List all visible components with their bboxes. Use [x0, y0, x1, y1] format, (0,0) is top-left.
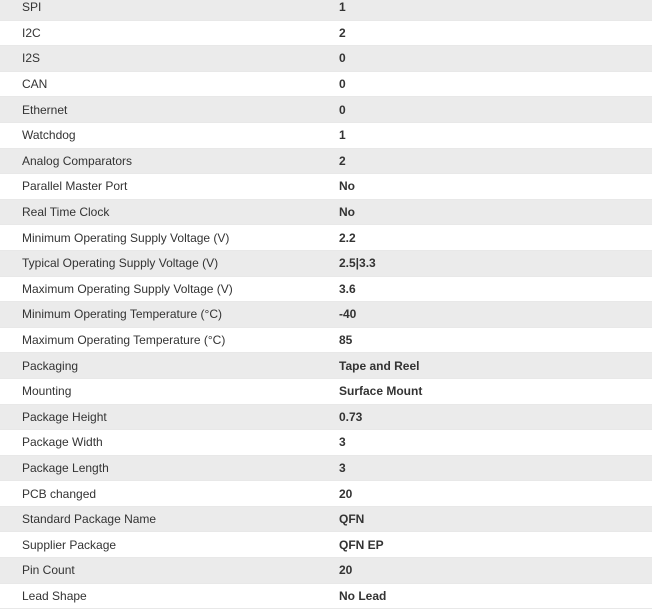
spec-row — [0, 123, 652, 149]
spec-row — [0, 456, 652, 482]
spec-row — [0, 328, 652, 354]
spec-value: 2 — [339, 25, 346, 40]
spec-value: QFN — [339, 512, 365, 527]
spec-value: 0 — [339, 51, 346, 66]
spec-row — [0, 21, 652, 47]
spec-label: Packaging — [22, 358, 79, 373]
spec-row — [0, 200, 652, 226]
spec-value: 20 — [339, 486, 353, 501]
spec-value: 1 — [339, 128, 346, 143]
spec-label: Lead Shape — [22, 588, 87, 603]
spec-value: 2.2 — [339, 230, 356, 245]
spec-label: Pin Count — [22, 563, 75, 578]
spec-label: I2S — [22, 51, 41, 66]
spec-row — [0, 72, 652, 98]
spec-row — [0, 584, 652, 609]
spec-label: Mounting — [22, 384, 72, 399]
spec-value: 3 — [339, 460, 346, 475]
spec-row — [0, 277, 652, 303]
spec-label: PCB changed — [22, 486, 97, 501]
spec-label: Maximum Operating Temperature (°C) — [22, 333, 226, 348]
spec-label: I2C — [22, 25, 41, 40]
spec-label: SPI — [22, 0, 42, 15]
spec-row — [0, 405, 652, 431]
spec-label: CAN — [22, 77, 48, 92]
spec-value: No — [339, 205, 355, 220]
spec-row — [0, 225, 652, 251]
spec-row — [0, 174, 652, 200]
spec-value: 3.6 — [339, 281, 356, 296]
spec-value: 0.73 — [339, 409, 363, 424]
spec-row — [0, 251, 652, 277]
spec-value: 20 — [339, 563, 353, 578]
spec-row — [0, 532, 652, 558]
spec-label: Minimum Operating Temperature (°C) — [22, 307, 222, 322]
spec-value: 0 — [339, 102, 346, 117]
spec-value: 2 — [339, 153, 346, 168]
spec-value: No Lead — [339, 588, 387, 603]
spec-label: Ethernet — [22, 102, 68, 117]
spec-label: Minimum Operating Supply Voltage (V) — [22, 230, 230, 245]
spec-row — [0, 97, 652, 123]
spec-row — [0, 353, 652, 379]
spec-row — [0, 0, 652, 21]
spec-value: 1 — [339, 0, 346, 15]
spec-label: Standard Package Name — [22, 512, 157, 527]
spec-label: Package Width — [22, 435, 103, 450]
spec-value: Surface Mount — [339, 384, 423, 399]
spec-label: Supplier Package — [22, 537, 117, 552]
spec-value: 0 — [339, 77, 346, 92]
spec-value: Tape and Reel — [339, 358, 420, 373]
spec-label: Package Height — [22, 409, 107, 424]
spec-row — [0, 507, 652, 533]
spec-label: Package Length — [22, 460, 109, 475]
spec-row — [0, 46, 652, 72]
spec-row — [0, 558, 652, 584]
spec-row — [0, 379, 652, 405]
spec-row — [0, 481, 652, 507]
spec-label: Analog Comparators — [22, 153, 133, 168]
spec-row — [0, 149, 652, 175]
spec-row — [0, 430, 652, 456]
spec-value: 85 — [339, 333, 353, 348]
spec-label: Typical Operating Supply Voltage (V) — [22, 256, 219, 271]
spec-value: -40 — [339, 307, 357, 322]
spec-value: QFN EP — [339, 537, 384, 552]
spec-label: Real Time Clock — [22, 205, 110, 220]
spec-label: Watchdog — [22, 128, 76, 143]
spec-label: Maximum Operating Supply Voltage (V) — [22, 281, 233, 296]
spec-value: 3 — [339, 435, 346, 450]
spec-value: No — [339, 179, 355, 194]
spec-value: 2.5|3.3 — [339, 256, 376, 271]
spec-label: Parallel Master Port — [22, 179, 128, 194]
spec-row — [0, 302, 652, 328]
